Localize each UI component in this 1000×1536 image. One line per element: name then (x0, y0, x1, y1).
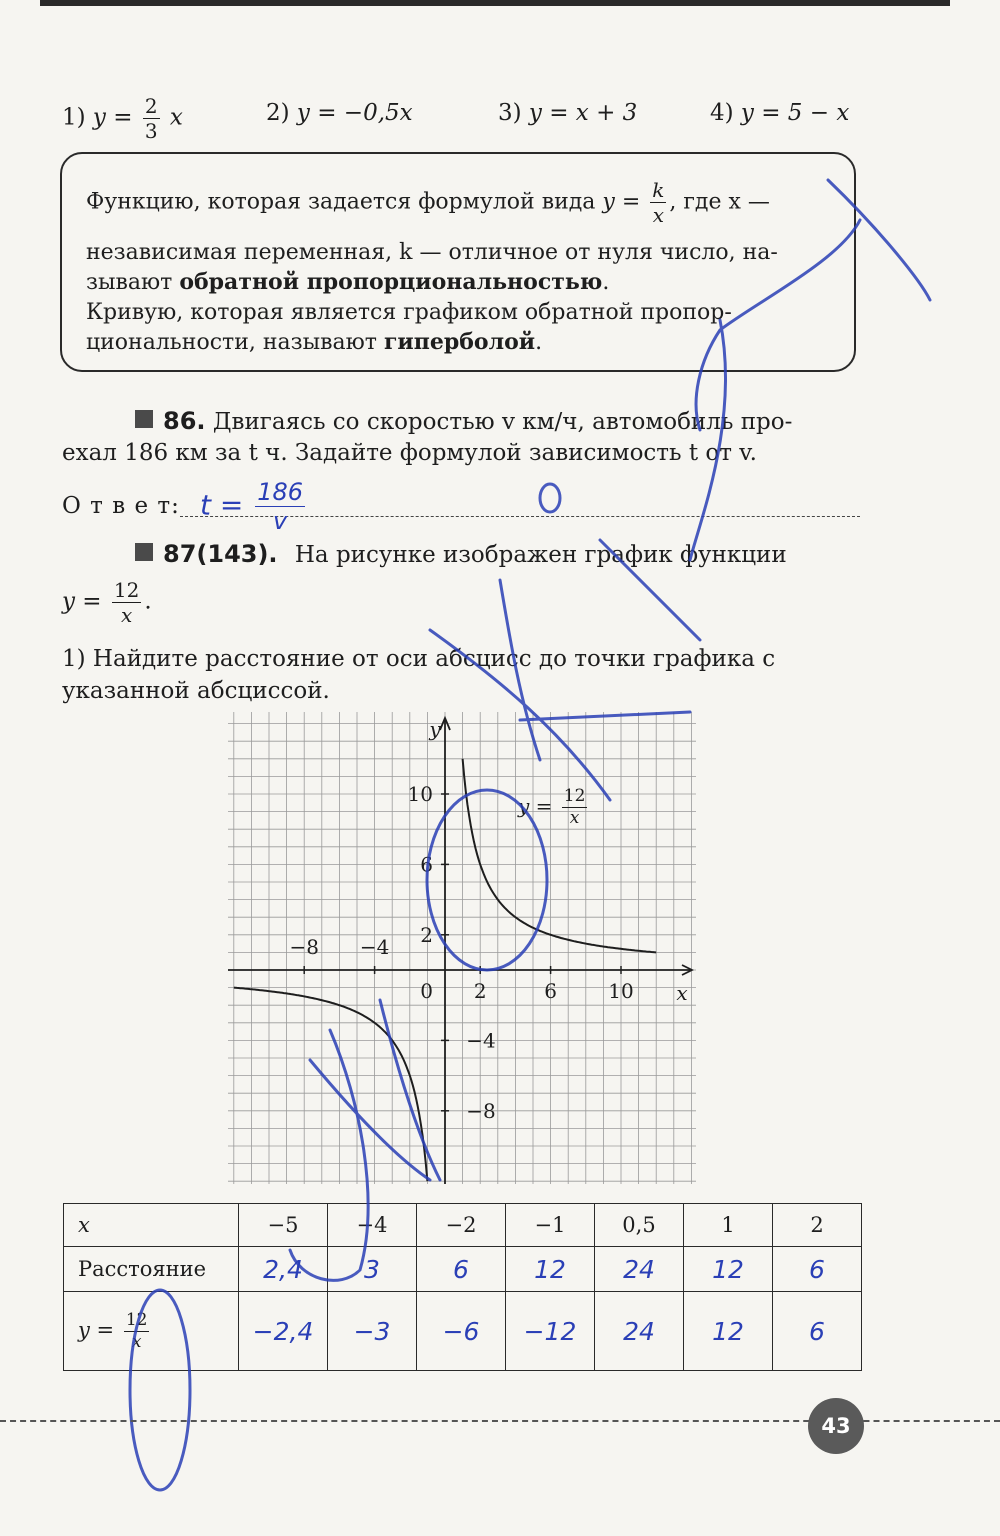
x-tick-label: −4 (359, 935, 390, 959)
option-4: 4) y = 5 − x (710, 100, 850, 126)
y-tick-label: −4 (466, 1028, 496, 1053)
definition-line-5: циональности, называют гиперболой. (86, 329, 543, 355)
origin-label: 0 (420, 979, 433, 1003)
x-tick-label: 2 (473, 979, 487, 1003)
x-tick-label: −8 (289, 935, 319, 959)
table-cell-handwritten: 12 (684, 1247, 773, 1292)
table-cell-handwritten: 24 (595, 1292, 684, 1371)
y-tick-label: 2 (420, 922, 433, 947)
table-cell-handwritten: −6 (417, 1292, 506, 1371)
option-1: 1) y = $\frac{2}{3}$ x (62, 94, 183, 143)
scribble-stroke (430, 630, 610, 800)
definition-line-3: зывают обратной пропорциональностью. (86, 269, 610, 295)
scribble-loop (130, 1290, 190, 1490)
scribble-stroke (310, 1060, 430, 1180)
definition-line-2: независимая переменная, k — отличное от нуля число, на- (86, 240, 778, 265)
table-cell: 0,5 (595, 1204, 684, 1247)
scribble-stroke (380, 1000, 440, 1180)
table-header-y: y = $\frac{12}{x}$ (64, 1292, 239, 1371)
scribble-loop (427, 790, 547, 970)
table-cell-handwritten: 6 (417, 1247, 506, 1292)
table-cell-handwritten: −12 (506, 1292, 595, 1371)
y-tick-label: −8 (466, 1098, 496, 1123)
table-cell-handwritten: 2,4 (239, 1247, 328, 1292)
table-cell: 2 (773, 1204, 862, 1247)
table-cell-handwritten: −3 (328, 1292, 417, 1371)
table-cell-handwritten: 3 (328, 1247, 417, 1292)
task-86-line-1: 86. Двигаясь со скоростью v км/ч, автомобиль про- (135, 407, 792, 435)
scribble-loop (540, 484, 560, 512)
table-cell: −5 (239, 1204, 328, 1247)
task-87-sub1-line-1: 1) Найдите расстояние от оси абсцисс до точки графика с (62, 646, 776, 672)
table-cell-handwritten: 24 (595, 1247, 684, 1292)
scribble-stroke (500, 580, 540, 760)
y-axis-label: y (429, 717, 441, 741)
y-tick-label: 6 (420, 852, 433, 877)
scribble-stroke (290, 1030, 368, 1280)
table-cell-handwritten: 6 (773, 1292, 862, 1371)
table-cell: −4 (328, 1204, 417, 1247)
table-header-x: x (64, 1204, 239, 1247)
scribble-stroke (828, 180, 930, 300)
scribble-stroke (600, 540, 700, 640)
x-axis-label: x (676, 981, 688, 1005)
table-cell: 1 (684, 1204, 773, 1247)
task-86-line-2: ехал 186 км за t ч. Задайте формулой зависимость t от v. (62, 440, 757, 466)
handwritten-answer: t = $\frac{186}{v}$ (200, 478, 304, 535)
definition-line-4: Кривую, которая является графиком обратной пропор- (86, 300, 732, 325)
task-87-equation: y = $\frac{12}{x}$ . (62, 578, 152, 627)
x-tick-label: 6 (544, 979, 557, 1003)
option-2: 2) y = −0,5x (266, 100, 413, 126)
y-tick-label: 10 (407, 782, 433, 806)
definition-line-1: Функцию, которая задается формулой вида y = $\frac{k}{x}$ , где x — (86, 178, 770, 227)
option-3: 3) y = x + 3 (498, 100, 638, 126)
table-cell: −1 (506, 1204, 595, 1247)
x-tick-label: 10 (608, 979, 634, 1003)
table-cell-handwritten: 6 (773, 1247, 862, 1292)
table-cell-handwritten: 12 (506, 1247, 595, 1292)
scribble-stroke (520, 712, 690, 720)
page-number-badge: 43 (808, 1398, 864, 1454)
chart-function-label: y = $\frac{12}{x}$ (518, 786, 586, 828)
table-cell-handwritten: 12 (684, 1292, 773, 1371)
table-cell-handwritten: −2,4 (239, 1292, 328, 1371)
table-header-distance: Расстояние (64, 1247, 239, 1292)
task-87-line-1: 87(143). На рисунке изображен график функции (135, 540, 787, 568)
task-87-sub1-line-2: указанной абсциссой. (62, 678, 330, 704)
table-cell: −2 (417, 1204, 506, 1247)
answer-label: О т в е т: (62, 493, 180, 519)
